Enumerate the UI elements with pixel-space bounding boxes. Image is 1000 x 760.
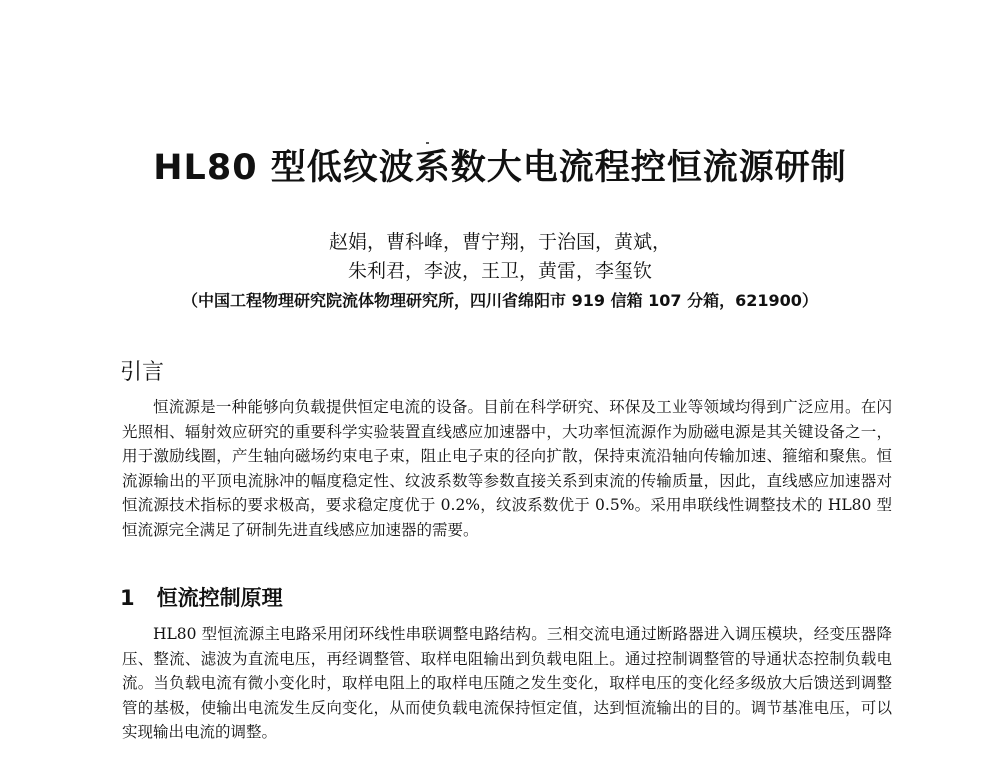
author-line-2: 朱利君，李波，王卫，黄雷，李玺钦 (347, 260, 652, 282)
affiliation: （中国工程物理研究院流体物理研究所，四川省绵阳市 919 信箱 107 分箱，621900） (182, 291, 818, 310)
author-list (0, 228, 1000, 286)
paragraph-text: HL80 型恒流源主电路采用闭环线性串联调整电路结构。三相交流电通过断路器进入调压模块，经变压器降压、整流、滤波为直流电压，再经调整管、取样电阻输出到负载电阻上。通过控制调整管的导通状态控制负载电流。当负载电流有微小变化时，取样电阻上的取样电压随之发生变化，取样电压的变化经多级放大后馈送到调整管的基极，使输出电流发生反向变化，从而使负载电流保持恒定值，达到恒流输出的目的。调节基准电压，可以实现输出电流的调整。 (122, 625, 892, 741)
author-line-1: 赵娟，曹科峰，曹宁翔，于治国，黄斌， (328, 231, 671, 253)
section-number: 1 (120, 586, 135, 610)
paper-title: HL80 型低纹波系数大电流程控恒流源研制 (153, 148, 847, 188)
section-heading-intro (120, 355, 164, 386)
intro-paragraph (122, 395, 892, 542)
section-title: 恒流控制原理 (156, 586, 283, 610)
paragraph-text: 恒流源是一种能够向负载提供恒定电流的设备。目前在科学研究、环保及工业等领域均得到广泛应用。在闪光照相、辐射效应研究的重要科学实验装置直线感应加速器中，大功率恒流源作为励磁电源是其关键设备之一，用于激励线圈，产生轴向磁场约束电子束，阻止电子束的径向扩散，保持束流沿轴向传输加速、箍缩和聚焦。恒流源输出的平顶电流脉冲的幅度稳定性、纹波系数等参数直接关系到束流的传输质量，因此，直线感应加速器对恒流源技术指标的要求极高，要求稳定度优于 0.2%，纹波系数优于 0.5%。采用串联线性调整技术的 HL80 型恒流源完全满足了研制先进直线感应加速器的需要。 (122, 398, 892, 539)
section-heading-1 (120, 582, 283, 612)
section-1-paragraph (122, 622, 892, 745)
section-title: 引言 (120, 360, 165, 385)
